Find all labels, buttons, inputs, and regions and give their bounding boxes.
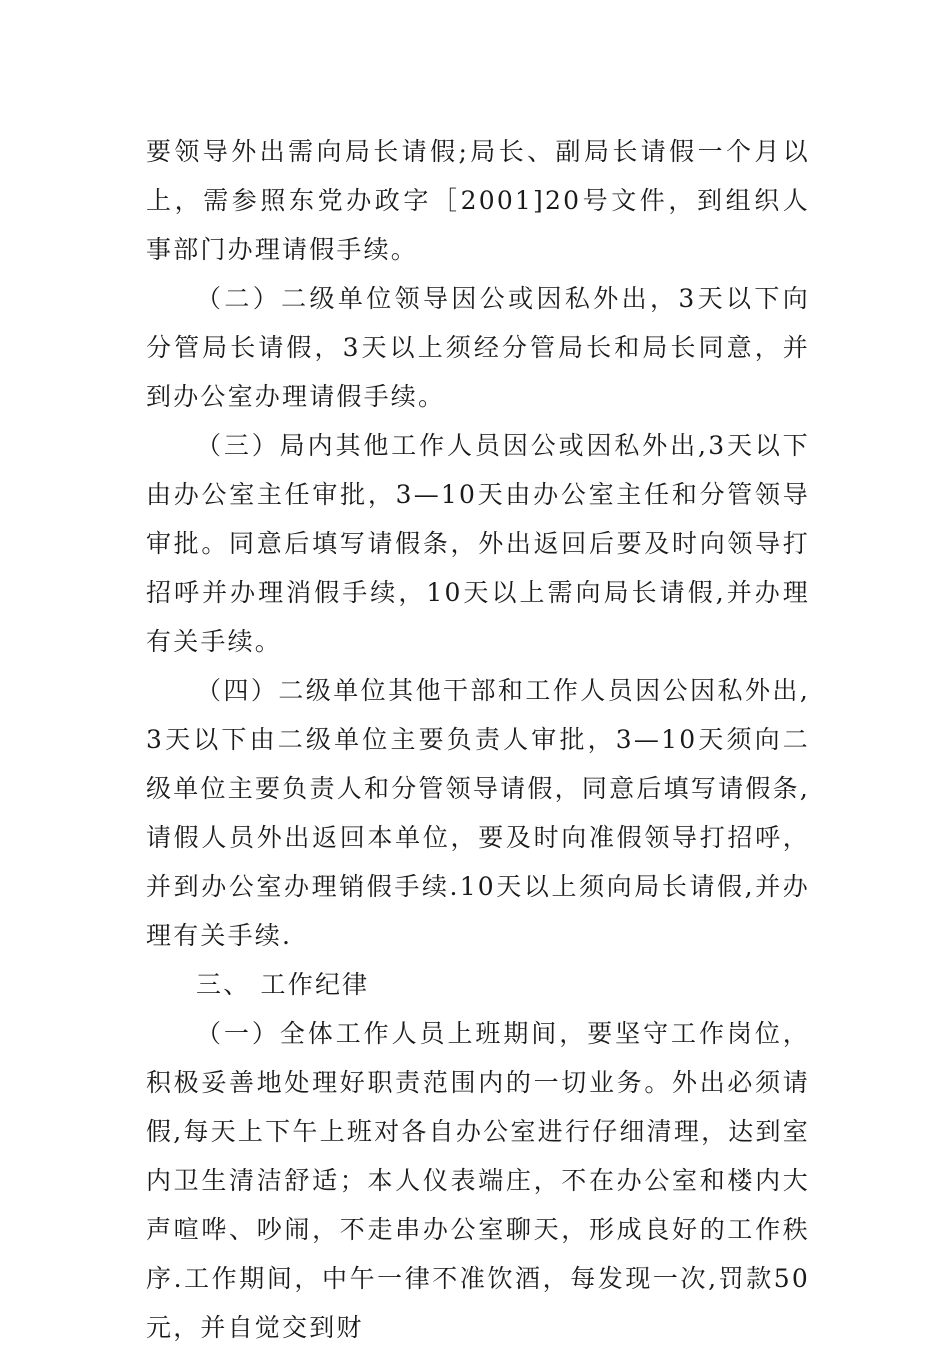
- paragraph-discipline-item-1: （一）全体工作人员上班期间，要坚守工作岗位，积极妥善地处理好职责范围内的一切业务。外出必须请假,每天上下午上班对各自办公室进行仔细清理，达到室内卫生清洁舒适；本人仪表端庄，不在办公室和楼内大声喧哗、吵闹，不走串办公室聊天，形成良好的工作秩序.工作期间，中午一律不准饮酒，每发现一次,罚款50元，并自觉交到财: [146, 1019, 810, 1342]
- paragraph-leave-item-2: （二）二级单位领导因公或因私外出，3天以下向分管局长请假，3天以上须经分管局长和局长同意，并到办公室办理请假手续。: [146, 284, 810, 411]
- paragraph-leave-continued: 要领导外出需向局长请假;局长、副局长请假一个月以上，需参照东党办政字［2001]20号文件，到组织人事部门办理请假手续。: [146, 137, 810, 264]
- paragraph-leave-item-4: （四）二级单位其他干部和工作人员因公因私外出,3天以下由二级单位主要负责人审批，3—10天须向二级单位主要负责人和分管领导请假，同意后填写请假条,请假人员外出返回本单位，要及时向准假领导打招呼，并到办公室办理销假手续.10天以上须向局长请假,并办理有关手续.: [146, 676, 810, 950]
- paragraph-leave-item-3: （三）局内其他工作人员因公或因私外出,3天以下由办公室主任审批，3—10天由办公室主任和分管领导审批。同意后填写请假条，外出返回后要及时向领导打招呼并办理消假手续，10天以上需向局长请假,并办理有关手续。: [146, 431, 810, 656]
- section-heading-work-discipline: 三、 工作纪律: [196, 970, 370, 999]
- document-body: [146, 127, 810, 1352]
